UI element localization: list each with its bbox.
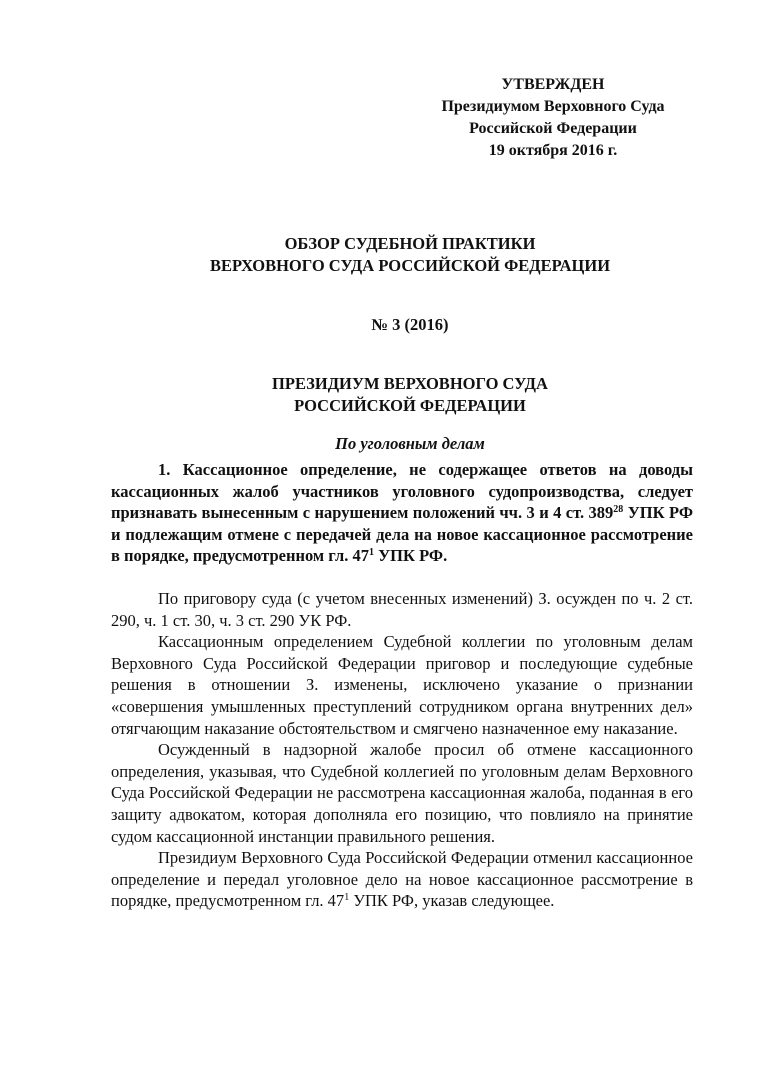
paragraph: Осужденный в надзорной жалобе просил об отмене кассационного определения, указывая, что Судебной коллегией по уголовным делам Верховного Суда Российской Федерации не рассмотрена кассационная жалоба, поданная в его защиту адвокатом, которая дополняла его позицию, что повлияло на принятие судом кассационной инстанции правильного решения. [111, 740, 693, 846]
document-title [110, 233, 710, 277]
point-heading-text: 1. Кассационное определение, не содержащее ответов на доводы кассационных жалоб участников уголовного судопроизводства, следует признавать вынесенным с нарушением положений чч. 3 и 4 ст. 389 [111, 460, 693, 523]
superscript: 1 [368, 547, 374, 559]
document-body [111, 459, 693, 912]
presidium-line: РОССИЙСКОЙ ФЕДЕРАЦИИ [294, 396, 526, 415]
approval-date: 19 октября 2016 г. [488, 142, 618, 159]
point-heading-text: УПК РФ. [373, 546, 448, 566]
approval-line: УТВЕРЖДЕН [501, 76, 605, 93]
superscript: 28 [613, 504, 624, 516]
approval-stamp [418, 74, 688, 162]
section-title: По уголовным делам [335, 434, 485, 453]
paragraph: По приговору суда (с учетом внесенных изменений) З. осужден по ч. 2 ст. 290, ч. 1 ст. 30, ч. 3 ст. 290 УК РФ. [111, 588, 693, 630]
presidium-line: ПРЕЗИДИУМ ВЕРХОВНОГО СУДА [272, 374, 548, 393]
approval-line: Российской Федерации [469, 120, 637, 137]
issue-number: № 3 (2016) [371, 315, 449, 334]
approval-line: Президиумом Верховного Суда [441, 98, 665, 115]
point-heading-text: УПК РФ и подлежащим отмене с передачей дела на новое кассационное рассмотрение в порядке, предусмотренном гл. 47 [111, 503, 693, 566]
paragraph-text: Президиум Верховного Суда Российской Федерации отменил кассационное определение и передал уголовное дело на новое кассационное рассмотрение в порядке, предусмотренном гл. 47 [111, 848, 693, 911]
title-line: ВЕРХОВНОГО СУДА РОССИЙСКОЙ ФЕДЕРАЦИИ [209, 256, 611, 275]
title-line: ОБЗОР СУДЕБНОЙ ПРАКТИКИ [284, 234, 536, 253]
paragraph: Кассационным определением Судебной коллегии по уголовным делам Верховного Суда Российской Федерации приговор и последующие судебные решения в отношении З. изменены, исключено указание о признании «совершения умышленных преступлений сотрудником органа внутренних дел» отягчающим наказание обстоятельством и смягчено назначенное ему наказание. [111, 632, 693, 738]
presidium-heading [110, 373, 710, 417]
paragraph [111, 847, 693, 912]
paragraph-text: УПК РФ, указав следующее. [349, 891, 555, 911]
superscript: 1 [344, 892, 350, 904]
point-heading [111, 459, 693, 567]
